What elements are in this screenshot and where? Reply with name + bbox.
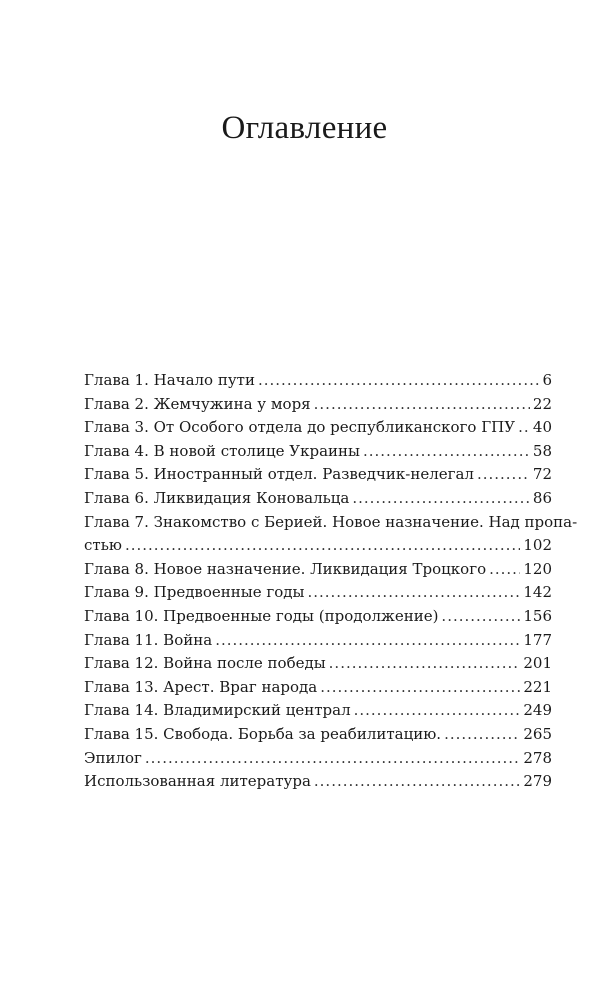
- toc-entry-page: 278: [523, 748, 552, 767]
- toc-entry-epilogue: [84, 747, 552, 771]
- dot-leader: [125, 534, 520, 558]
- page-title: Оглавление: [221, 110, 388, 147]
- dot-leader: [354, 699, 521, 723]
- toc-entry-chapter-15: [84, 723, 552, 747]
- toc-entry-label: Глава 11. Война: [84, 630, 213, 649]
- toc-entry-page: 156: [523, 606, 552, 625]
- toc-entry-label: Глава 2. Жемчужина у моря: [84, 394, 311, 413]
- toc-entry-page: 22: [532, 394, 552, 413]
- toc-entry-chapter-6: [84, 487, 552, 511]
- dot-leader: [441, 605, 520, 629]
- toc-entry-label: Глава 6. Ликвидация Коновальца: [84, 488, 350, 507]
- dot-leader: [444, 723, 520, 747]
- toc-entry-chapter-7: [84, 511, 578, 558]
- toc-entry-label: Глава 7. Знакомство с Берией. Новое назначение. Над пропа-: [84, 512, 578, 531]
- dot-leader: [215, 629, 520, 653]
- dot-leader: [477, 463, 530, 487]
- toc-entry-chapter-3: [84, 416, 552, 440]
- dot-leader: [145, 747, 520, 771]
- toc-entry-label-continued: стью: [84, 536, 122, 555]
- toc-entry-page: 40: [532, 418, 552, 437]
- toc-entry-chapter-13: [84, 676, 552, 700]
- toc-entry-label: Эпилог: [84, 748, 142, 767]
- dot-leader: [258, 369, 539, 393]
- dot-leader: [314, 393, 530, 417]
- toc-entry-page: 177: [523, 630, 552, 649]
- toc-entry-chapter-1: [84, 369, 552, 393]
- toc-entry-page: 6: [542, 371, 552, 389]
- toc-entry-page: 221: [523, 677, 552, 696]
- dot-leader: [518, 416, 530, 440]
- toc-entry-label: Глава 15. Свобода. Борьба за реабилитацию.: [84, 724, 442, 743]
- toc-entry-label: Глава 1. Начало пути: [84, 371, 255, 389]
- toc-entry-label: Глава 14. Владимирский централ: [84, 701, 351, 720]
- toc-entry-chapter-9: [84, 581, 552, 605]
- toc-entry-page: 142: [523, 583, 552, 602]
- toc-entry-page: 86: [532, 488, 552, 507]
- toc-entry-label: Использованная литература: [84, 772, 311, 791]
- toc-entry-label: Глава 10. Предвоенные годы (продолжение): [84, 606, 439, 625]
- dot-leader: [320, 676, 520, 700]
- toc-entry-page: 265: [523, 724, 552, 743]
- toc-entry-chapter-11: [84, 629, 552, 653]
- table-of-contents: [84, 369, 578, 794]
- toc-entry-label: Глава 12. Война после победы: [84, 654, 326, 673]
- toc-entry-label: Глава 13. Арест. Враг народа: [84, 677, 318, 696]
- toc-entry-label: Глава 9. Предвоенные годы: [84, 583, 305, 602]
- toc-entry-page: 249: [523, 701, 552, 720]
- dot-leader: [352, 487, 530, 511]
- toc-entry-page: 102: [523, 536, 552, 555]
- toc-entry-chapter-14: [84, 699, 552, 723]
- toc-entry-chapter-10: [84, 605, 552, 629]
- toc-entry-page: 279: [523, 772, 552, 791]
- toc-entry-chapter-4: [84, 440, 552, 464]
- dot-leader: [314, 770, 520, 794]
- dot-leader: [489, 558, 520, 582]
- toc-entry-label: Глава 4. В новой столице Украины: [84, 441, 360, 460]
- toc-entry-label: Глава 8. Новое назначение. Ликвидация Троцкого: [84, 559, 487, 578]
- toc-entry-page: 201: [523, 654, 552, 673]
- toc-entry-label: Глава 3. От Особого отдела до республиканского ГПУ: [84, 418, 516, 437]
- toc-entry-chapter-8: [84, 558, 552, 582]
- dot-leader: [329, 652, 521, 676]
- toc-entry-page: 58: [532, 441, 552, 460]
- toc-entry-line-1: [84, 511, 578, 535]
- toc-entry-line-2: [84, 534, 552, 558]
- dot-leader: [307, 581, 520, 605]
- toc-entry-page: 120: [523, 559, 552, 578]
- toc-entry-chapter-2: [84, 393, 552, 417]
- dot-leader: [363, 440, 530, 464]
- toc-entry-label: Глава 5. Иностранный отдел. Разведчик-нелегал: [84, 465, 474, 484]
- toc-entry-chapter-12: [84, 652, 552, 676]
- toc-entry-chapter-5: [84, 463, 552, 487]
- toc-entry-bibliography: [84, 770, 552, 794]
- toc-entry-page: 72: [532, 465, 552, 484]
